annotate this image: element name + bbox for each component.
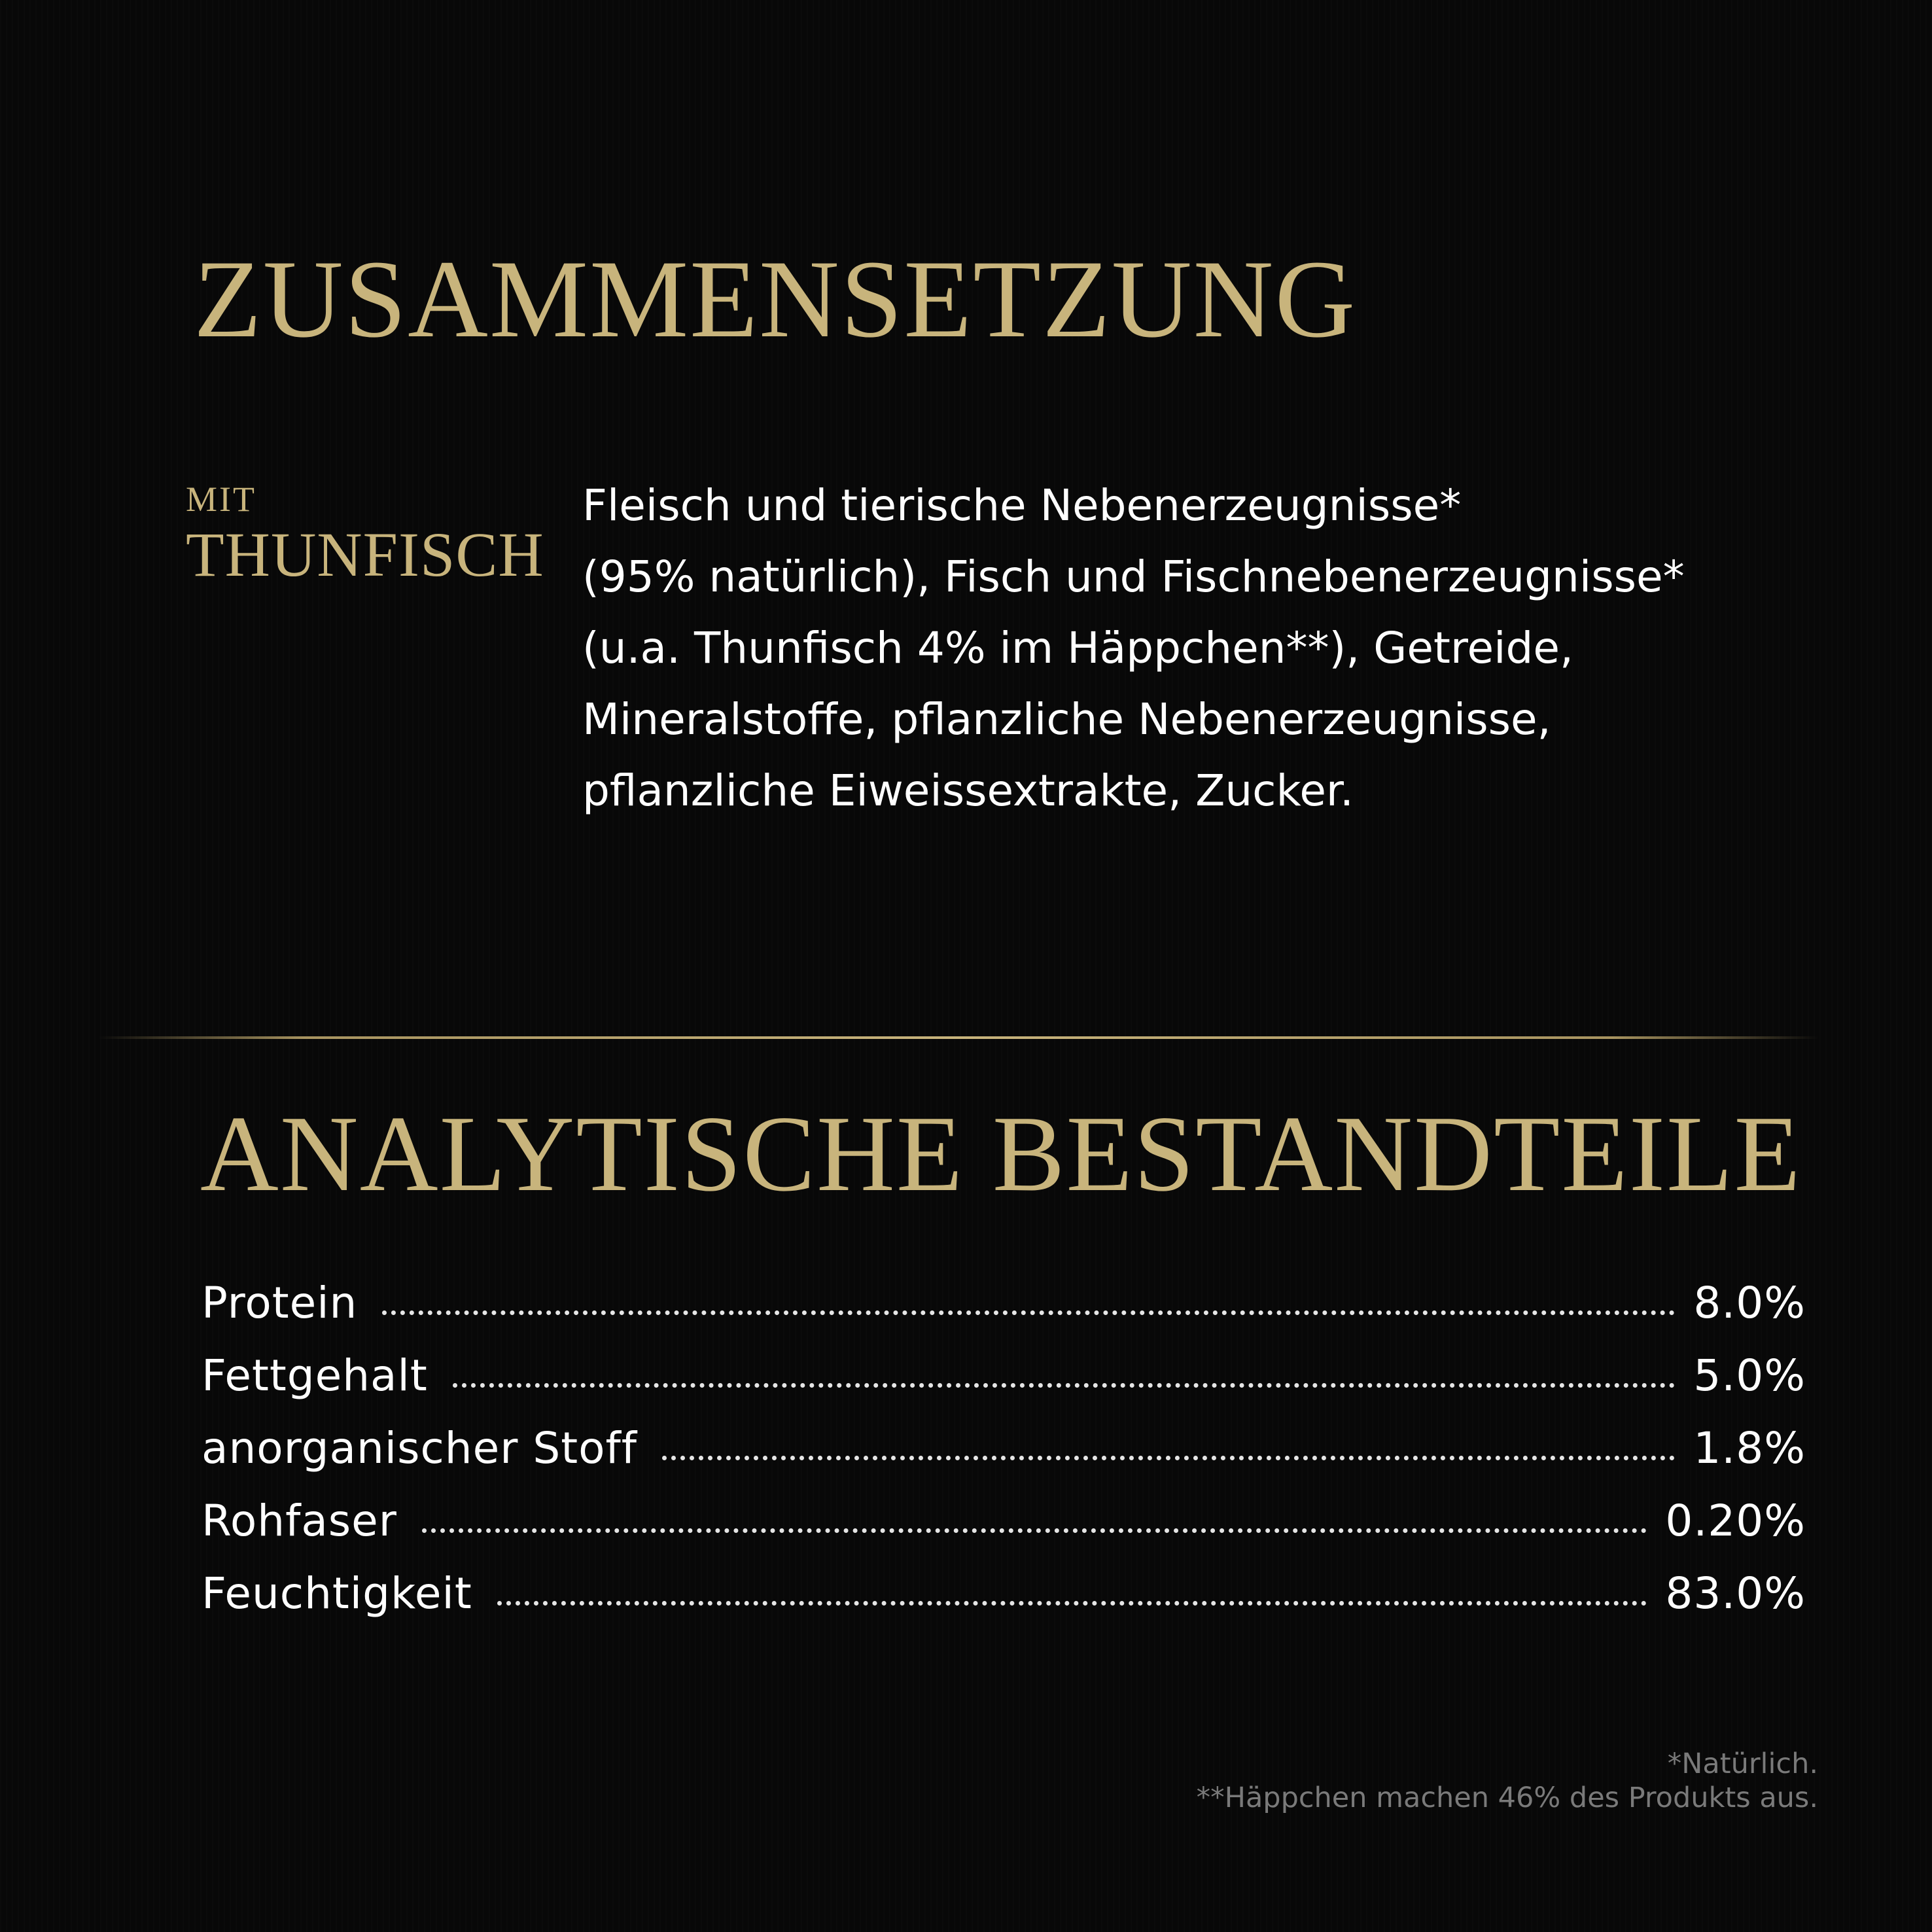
- analytics-label: Fettgehalt: [202, 1350, 428, 1401]
- dot-leader: [422, 1524, 1647, 1533]
- analytics-label: anorganischer Stoff: [202, 1423, 637, 1473]
- analytics-row-ash: [202, 1412, 1806, 1484]
- ingredients-text: [582, 470, 1878, 826]
- composition-title: ZUSAMMENSETZUNG: [194, 237, 1357, 360]
- analytics-row-fiber: [202, 1484, 1806, 1557]
- footnotes: [1197, 1747, 1818, 1815]
- dot-leader: [662, 1452, 1675, 1460]
- analytics-value: 83.0%: [1665, 1568, 1806, 1619]
- analytics-value: 1.8%: [1693, 1423, 1806, 1473]
- dot-leader: [453, 1379, 1676, 1388]
- analytics-row-fat: [202, 1339, 1806, 1412]
- analytics-list: [202, 1267, 1806, 1630]
- analytics-label: Rohfaser: [202, 1496, 397, 1546]
- analytics-label: Protein: [202, 1278, 358, 1328]
- analytics-title: ANALYTISCHE BESTANDTEILE: [200, 1093, 1802, 1214]
- variant-prefix: MIT: [186, 480, 256, 519]
- analytics-label: Feuchtigkeit: [202, 1568, 472, 1619]
- section-divider: [98, 1036, 1819, 1039]
- footnote-natural: *Natürlich.: [1667, 1748, 1818, 1780]
- analytics-row-protein: [202, 1267, 1806, 1339]
- dot-leader: [497, 1597, 1647, 1606]
- analytics-value: 0.20%: [1665, 1496, 1806, 1546]
- ingredients-line: Mineralstoffe, pflanzliche Nebenerzeugnisse,: [582, 694, 1551, 745]
- variant-name: THUNFISCH: [186, 519, 544, 589]
- footnote-chunks: **Häppchen machen 46% des Produkts aus.: [1196, 1782, 1818, 1814]
- ingredients-line: (u.a. Thunfisch 4% im Häppchen**), Getreide,: [582, 623, 1573, 673]
- ingredients-line: (95% natürlich), Fisch und Fischnebenerzeugnisse*: [582, 552, 1685, 602]
- dot-leader: [382, 1307, 1675, 1315]
- analytics-value: 5.0%: [1693, 1350, 1806, 1401]
- ingredients-line: Fleisch und tierische Nebenerzeugnisse*: [582, 480, 1462, 531]
- analytics-value: 8.0%: [1693, 1278, 1806, 1328]
- analytics-row-moisture: [202, 1557, 1806, 1630]
- ingredients-line: pflanzliche Eiweissextrakte, Zucker.: [582, 765, 1354, 816]
